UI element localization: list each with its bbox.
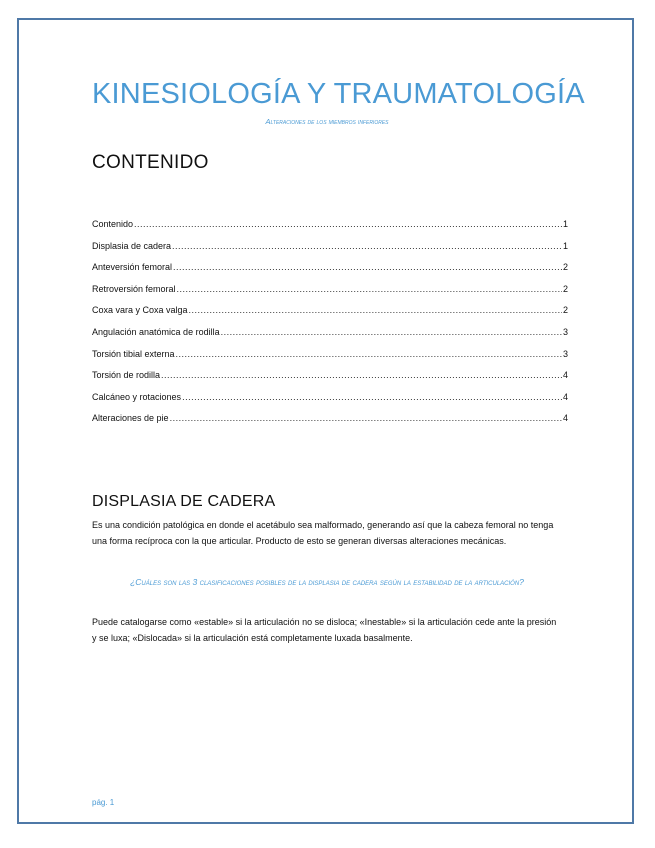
toc-entry-label: Retroversión femoral	[92, 283, 176, 294]
toc-entry-page: 4	[562, 370, 568, 381]
toc-entry-page: 3	[562, 348, 568, 359]
toc-entry-label: Coxa vara y Coxa valga	[92, 305, 188, 316]
toc-dot-leader	[221, 327, 562, 337]
toc-dot-leader	[161, 370, 562, 380]
toc-entry-calcaneo-rotaciones[interactable]	[92, 392, 568, 414]
toc-dot-leader	[173, 262, 562, 272]
toc-entry-contenido[interactable]	[92, 219, 568, 241]
toc-entry-label: Alteraciones de pie	[92, 413, 169, 424]
toc-entry-page: 4	[562, 391, 568, 402]
toc-entry-label: Contenido	[92, 219, 134, 229]
toc-entry-torsion-de-rodilla[interactable]	[92, 370, 568, 392]
toc-entry-torsion-tibial-externa[interactable]	[92, 349, 568, 371]
toc-dot-leader	[177, 284, 562, 294]
toc-entry-page: 3	[562, 326, 568, 337]
toc-entry-label: Torsión tibial externa	[92, 348, 175, 359]
toc-entry-page: 4	[562, 413, 568, 424]
section-paragraph: Es una condición patológica en donde el acetábulo sea malformado, generando así que la cabeza femoral no tenga una forma recíproca con la que articular. Producto de esto se generan diversas alteraciones mecánicas.	[92, 520, 554, 546]
toc-dot-leader	[182, 392, 562, 402]
toc-entry-label: Anteversión femoral	[92, 262, 173, 273]
toc-entry-page: 2	[562, 283, 568, 294]
toc-dot-leader	[189, 305, 562, 315]
toc-entry-angulacion-rodilla[interactable]	[92, 327, 568, 349]
toc-dot-leader	[172, 241, 562, 251]
toc-dot-leader	[176, 349, 562, 359]
toc-entry-page: 1	[562, 240, 568, 251]
toc-dot-leader	[134, 219, 562, 229]
document-subtitle: Alteraciones de los miembros inferiores	[265, 117, 389, 126]
page-number: pág. 1	[92, 798, 115, 807]
toc-entry-coxa-vara-valga[interactable]	[92, 305, 568, 327]
toc-heading: CONTENIDO	[92, 152, 209, 173]
toc-entry-label: Torsión de rodilla	[92, 370, 161, 381]
toc-entry-page: 2	[562, 305, 568, 316]
toc-entry-label: Angulación anatómica de rodilla	[92, 326, 220, 337]
section-heading: DISPLASIA DE CADERA	[92, 493, 276, 510]
toc-dot-leader	[170, 413, 562, 423]
toc-entry-retroversion-femoral[interactable]	[92, 284, 568, 306]
toc-entry-anteversion-femoral[interactable]	[92, 262, 568, 284]
toc-entry-alteraciones-de-pie[interactable]	[92, 413, 568, 435]
toc-entry-page: 2	[562, 262, 568, 273]
toc-entry-displasia-de-cadera[interactable]	[92, 241, 568, 263]
toc-entry-label: Calcáneo y rotaciones	[92, 391, 182, 402]
document-title: KINESIOLOGÍA Y TRAUMATOLOGÍA	[92, 78, 585, 110]
table-of-contents	[92, 219, 568, 435]
section-answer-paragraph: Puede catalogarse como «estable» si la articulación no se disloca; «Inestable» si la articulación cede ante la presión y se luxa; «Dislocada» si la articulación está completamente luxada basalmente.	[92, 617, 557, 643]
toc-entry-label: Displasia de cadera	[92, 240, 172, 251]
toc-entry-page: 1	[562, 219, 568, 229]
section-question: ¿Cuáles son las 3 clasificaciones posibles de la displasia de cadera según la estabilidad de la articulación?	[130, 577, 524, 587]
